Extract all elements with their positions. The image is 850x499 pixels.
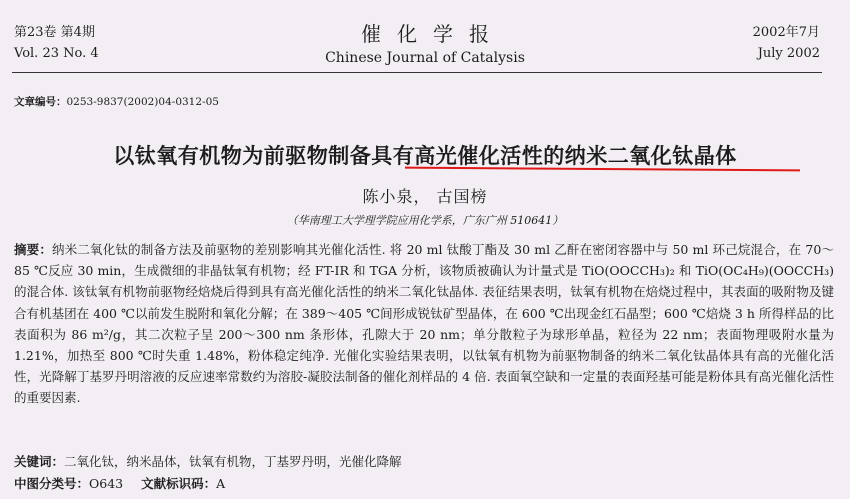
issue-date: [753, 22, 820, 64]
volume-cn: 第23卷 第4期: [14, 25, 95, 40]
issue-date-en: July 2002: [757, 46, 820, 61]
clc-value: O643: [89, 476, 124, 491]
paper-authors: 陈小泉， 古国榜: [362, 187, 488, 206]
abstract-label: 摘要：: [14, 242, 53, 257]
header-divider: [12, 72, 822, 73]
clc-label: 中图分类号：: [14, 476, 90, 491]
paper-title: 以钛氧有机物为前驱物制备具有高光催化活性的纳米二氧化钛晶体: [113, 144, 737, 168]
abstract: [14, 239, 834, 409]
keywords-text: 二氧化钛，纳米晶体，钛氧有机物，丁基罗丹明，光催化降解: [64, 454, 402, 469]
article-number: [14, 94, 219, 109]
journal-name: [0, 22, 850, 68]
doc-code-label: 文献标识码：: [141, 476, 217, 491]
abstract-text: 纳米二氧化钛的制备方法及前驱物的差别影响其光催化活性. 将 20 ml 钛酸丁酯及 30 ml 乙酐在密闭容器中与 50 ml 环己烷混合，在 70～85 ℃反应 30 min，生成微细的非晶钛氧有机物；经 FT-IR 和 TGA 分析，该物质被确认为计量式是 TiO(OOCCH₃)₂ 和 TiO(OC₄H₉)(OOCCH₃) 的混合体. 该钛氧有机物前驱物经焙烧后得到具有高光催化活性的纳米二氧化钛晶体. 表征结果表明，钛氧有机物在焙烧过程中，其表面的吸附物及键合有机基团在 400 ℃以前发生脱附和氧化分解；在 389～405 ℃间形成锐钛矿型晶体，在 600 ℃出现金红石晶型；600 ℃焙烧 3 h 所得样品的比表面积为 86 m²/g，其二次粒子呈 200～300 nm 条形体，孔隙大于 20 nm；单分散粒子为球形单晶，粒径为 22 nm；表面物理吸附水量为 1.21%，加热至 800 ℃时失重 1.48%，粉体稳定纯净. 光催化实验结果表明，以钛氧有机物为前驱物制备的纳米二氧化钛晶体具有高的光催化活性，光降解丁基罗丹明溶液的反应速率常数约为溶胶-凝胶法制备的催化剂样品的 4 倍. 表面氧空缺和一定量的表面羟基可能是粉体具有高光催化活性的重要因素.: [14, 242, 834, 406]
volume-en: Vol. 23 No. 4: [14, 46, 99, 61]
keywords-label: 关键词：: [14, 454, 65, 469]
journal-name-en: Chinese Journal of Catalysis: [325, 50, 525, 66]
classification-line: [14, 474, 225, 492]
issue-date-cn: 2002年7月: [752, 25, 820, 40]
article-number-value: 0253-9837(2002)04-0312-05: [66, 96, 219, 108]
author-affiliation: （华南理工大学理学院应用化学系，广东广州 510641）: [286, 214, 564, 227]
keywords: [14, 452, 402, 470]
doc-code-value: A: [216, 476, 226, 491]
journal-name-cn: 催化学报: [361, 22, 505, 46]
article-number-label: 文章编号：: [14, 96, 67, 108]
